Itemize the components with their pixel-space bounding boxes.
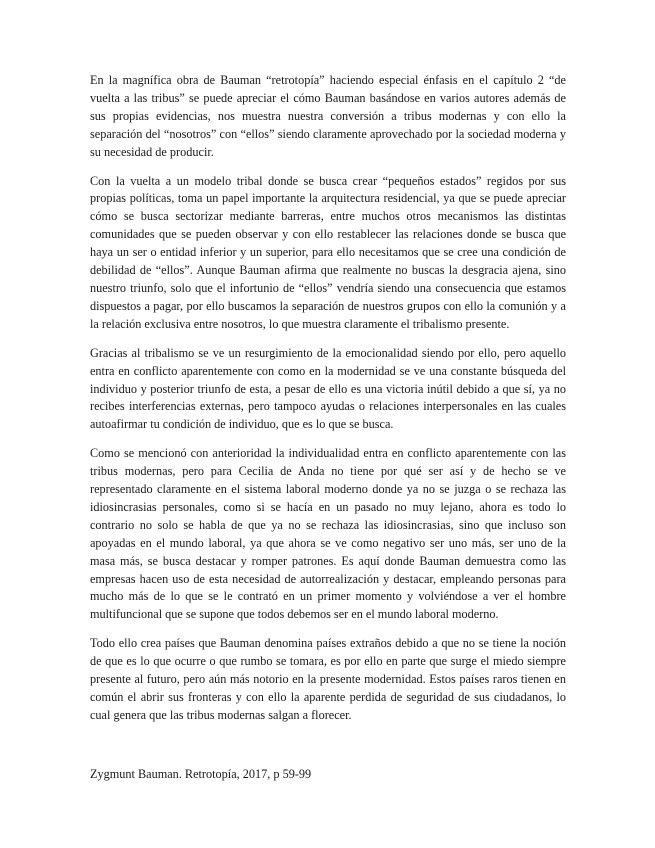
paragraph-intro: En la magnífica obra de Bauman “retrotopía” haciendo especial énfasis en el capítulo 2 “de vuelta a las tribus” se puede apreciar el cómo Bauman basándose en varios autores además de sus propias evidencias, nos muestra nuestra conversión a tribus modernas y con ello la separación del “nosotros” con “ellos” siendo claramente aprovechado por la sociedad moderna y su necesidad de producir. [90, 73, 566, 159]
bibliographic-reference: Zygmunt Bauman. Retrotopía, 2017, p 59-99 [90, 767, 312, 781]
paragraph-emotionality: Gracias al tribalismo se ve un resurgimiento de la emocionalidad siendo por ello, pero aquello entra en conflicto aparentemente con como en la modernidad se ve una constante búsqueda del individuo y posterior triunfo de esta, a pesar de ello es una victoria inútil debido a que sí, ya no recibes interferencias externas, pero tampoco ayudas o relaciones interpersonales en las cuales autoafirmar tu condición de individuo, que es lo que se busca. [90, 345, 566, 432]
document-body [90, 72, 566, 736]
paragraph-individuality: Como se mencionó con anterioridad la individualidad entra en conflicto aparentemente con las tribus modernas, pero para Cecilia de Anda no tiene por qué ser así y de hecho se ve representado claramente en el sistema laboral moderno donde ya no se juzga o se rechaza las idiosincrasias personales, como si se hacía en un pasado no muy lejano, ahora es todo lo contrario no solo se habla de que ya no se rechaza las idiosincrasias, sino que incluso son apoyadas en el mundo laboral, ya que ahora se ve como negativo ser uno más, ser uno de la masa más, se busca destacar y romper patrones. Es aquí donde Bauman demuestra como las empresas hacen uso de esta necesidad de autorrealización y destacar, empleando personas para mucho más de lo que se le contrató en un primer momento y volviéndose a ver el hombre multifuncional que se supone que todos debemos ser en el mundo laboral moderno. [90, 446, 566, 622]
paragraph-tribal-model: Con la vuelta a un modelo tribal donde se busca crear “pequeños estados” regidos por sus propias políticas, toma un papel importante la arquitectura residencial, ya que se puede apreciar cómo se busca sectorizar mediante barreras, entre muchos otros mecanismos las distintas comunidades que se pueden observar y con ello restablecer las relaciones donde se busca que haya un ser o entidad inferior y un superior, para ello necesitamos que se cree una condición de debilidad de “ellos”. Aunque Bauman afirma que realmente no buscas la desgracia ajena, sino nuestro triunfo, solo que el infortunio de “ellos” vendría siendo una consecuencia que estamos dispuestos a pagar, por ello buscamos la separación de nuestros grupos con ello la comunión y a la relación exclusiva entre nosotros, lo que muestra claramente el tribalismo presente. [90, 173, 566, 331]
paragraph-strange-countries: Todo ello crea países que Bauman denomina países extraños debido a que no se tiene la noción de que es lo que ocurre o que rumbo se tomara, es por ello en parte que surge el miedo siempre presente al futuro, pero aún más notorio en la presente modernidad. Estos países raros tienen en común el abrir sus fronteras y con ello la aparente perdida de seguridad de sus ciudadanos, lo cual genera que las tribus modernas salgan a florecer. [90, 636, 566, 722]
